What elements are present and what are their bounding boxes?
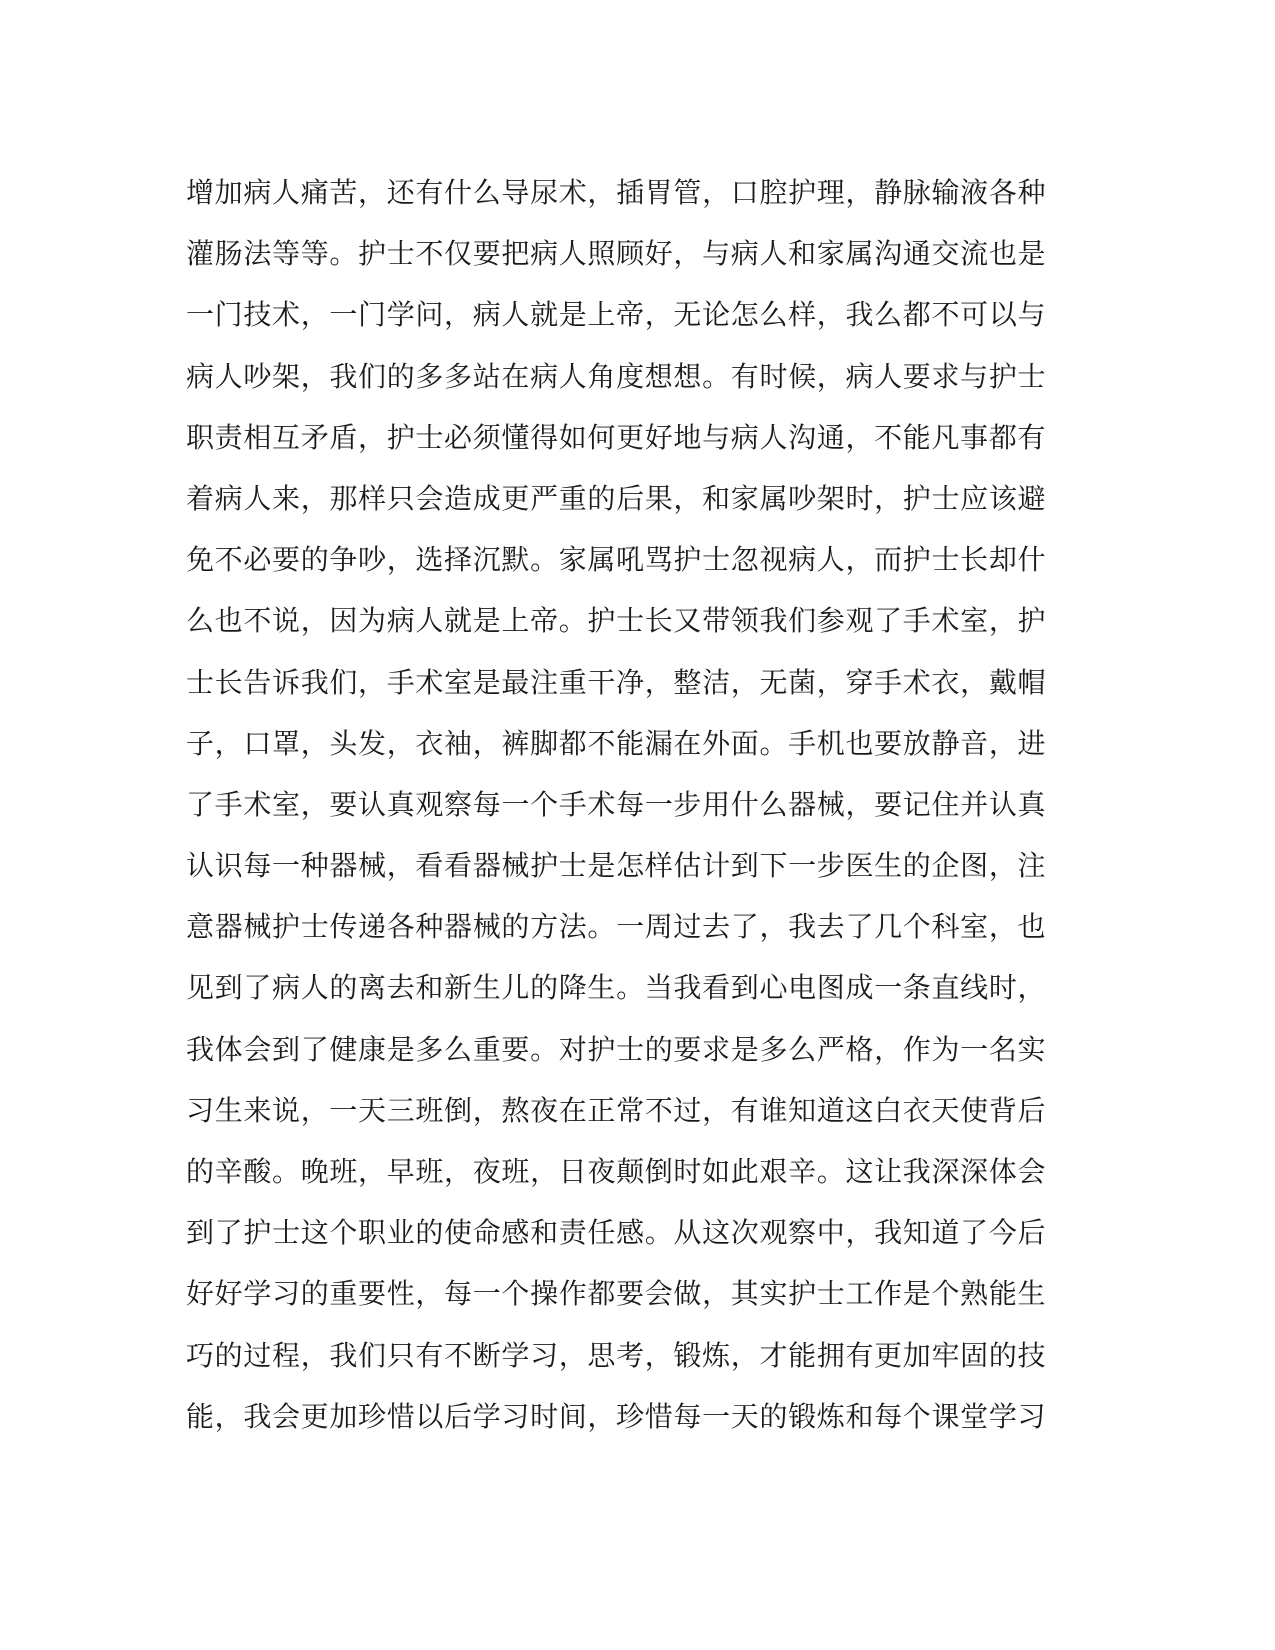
text-line: 意器械护士传递各种器械的方法。一周过去了，我去了几个科室，也	[186, 910, 1046, 944]
text-line: 一门技术，一门学问，病人就是上帝，无论怎么样，我么都不可以与	[186, 298, 1046, 332]
text-line: 到了护士这个职业的使命感和责任感。从这次观察中，我知道了今后	[186, 1216, 1046, 1250]
text-line: 增加病人痛苦，还有什么导尿术，插胃管，口腔护理，静脉输液各种	[186, 176, 1046, 209]
text-line: 士长告诉我们，手术室是最注重干净，整洁，无菌，穿手术衣，戴帽	[186, 665, 1046, 699]
text-line: 见到了病人的离去和新生儿的降生。当我看到心电图成一条直线时，	[186, 971, 1046, 1005]
text-line: 我体会到了健康是多么重要。对护士的要求是多么严格，作为一名实	[186, 1032, 1046, 1066]
text-line: 好好学习的重要性，每一个操作都要会做，其实护士工作是个熟能生	[186, 1277, 1046, 1311]
body-text	[186, 162, 1046, 1447]
text-line: 免不必要的争吵，选择沉默。家属吼骂护士忽视病人，而护士长却什	[186, 543, 1046, 577]
text-line: 的辛酸。晚班，早班，夜班，日夜颠倒时如此艰辛。这让我深深体会	[186, 1155, 1046, 1188]
text-line: 职责相互矛盾，护士必须懂得如何更好地与病人沟通，不能凡事都有	[186, 420, 1046, 454]
text-line: 习生来说，一天三班倒，熬夜在正常不过，有谁知道这白衣天使背后	[186, 1093, 1046, 1127]
text-line: 着病人来，那样只会造成更严重的后果，和家属吵架时，护士应该避	[186, 481, 1046, 515]
text-line: 巧的过程，我们只有不断学习，思考，锻炼，才能拥有更加牢固的技	[186, 1338, 1046, 1372]
text-line: 子，口罩，头发，衣袖，裤脚都不能漏在外面。手机也要放静音，进	[186, 726, 1046, 760]
text-line: 了手术室，要认真观察每一个手术每一步用什么器械，要记住并认真	[186, 787, 1046, 821]
text-line: 能，我会更加珍惜以后学习时间，珍惜每一天的锻炼和每个课堂学习	[186, 1399, 1046, 1433]
text-line: 病人吵架，我们的多多站在病人角度想想。有时候，病人要求与护士	[186, 359, 1046, 393]
text-line: 认识每一种器械，看看器械护士是怎样估计到下一步医生的企图，注	[186, 849, 1046, 883]
text-line: 么也不说，因为病人就是上帝。护士长又带领我们参观了手术室，护	[186, 604, 1046, 638]
text-line: 灌肠法等等。护士不仅要把病人照顾好，与病人和家属沟通交流也是	[186, 237, 1046, 271]
